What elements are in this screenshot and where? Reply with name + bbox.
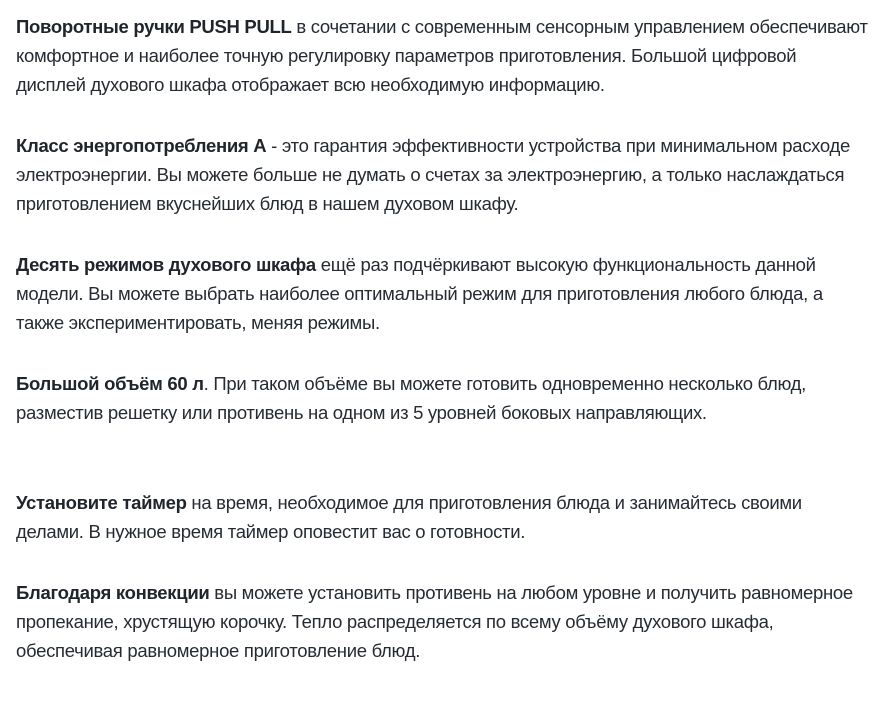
feature-paragraph	[16, 250, 868, 337]
feature-title: Большой объём 60 л	[16, 373, 204, 394]
feature-title: Класс энергопотребления А	[16, 135, 267, 156]
feature-title: Десять режимов духового шкафа	[16, 254, 316, 275]
feature-paragraph	[16, 12, 868, 99]
feature-paragraph	[16, 578, 868, 665]
feature-text: - это гарантия эффективности устройства при минимальном расходе электроэнергии. Вы можете больше не думать о счетах за электроэнергию, а только наслаждаться приготовлением вкуснейших блюд в нашем духовом шкафу.	[16, 135, 850, 214]
feature-text: ещё раз подчёркивают высокую функциональность данной модели. Вы можете выбрать наиболее оптимальный режим для приготовления любого блюда, а также экспериментировать, меняя режимы.	[16, 254, 823, 333]
feature-title: Благодаря конвекции	[16, 582, 210, 603]
feature-paragraph	[16, 131, 868, 218]
feature-paragraph	[16, 369, 868, 427]
feature-title: Установите таймер	[16, 492, 187, 513]
feature-text: вы можете установить противень на любом уровне и получить равномерное пропекание, хрустящую корочку. Тепло распределяется по всему объёму духового шкафа, обеспечивая равномерное приготовление блюд.	[16, 582, 853, 661]
feature-text: в сочетании с современным сенсорным управлением обеспечивают комфортное и наиболее точную регулировку параметров приготовления. Большой цифровой дисплей духового шкафа отображает всю необходимую информацию.	[16, 16, 868, 95]
feature-paragraph	[16, 488, 868, 546]
feature-text: . При таком объёме вы можете готовить одновременно несколько блюд, разместив решетку или противень на одном из 5 уровней боковых направляющих.	[16, 373, 806, 423]
feature-text: на время, необходимое для приготовления блюда и занимайтесь своими делами. В нужное время таймер оповестит вас о готовности.	[16, 492, 802, 542]
feature-title: Поворотные ручки PUSH PULL	[16, 16, 292, 37]
